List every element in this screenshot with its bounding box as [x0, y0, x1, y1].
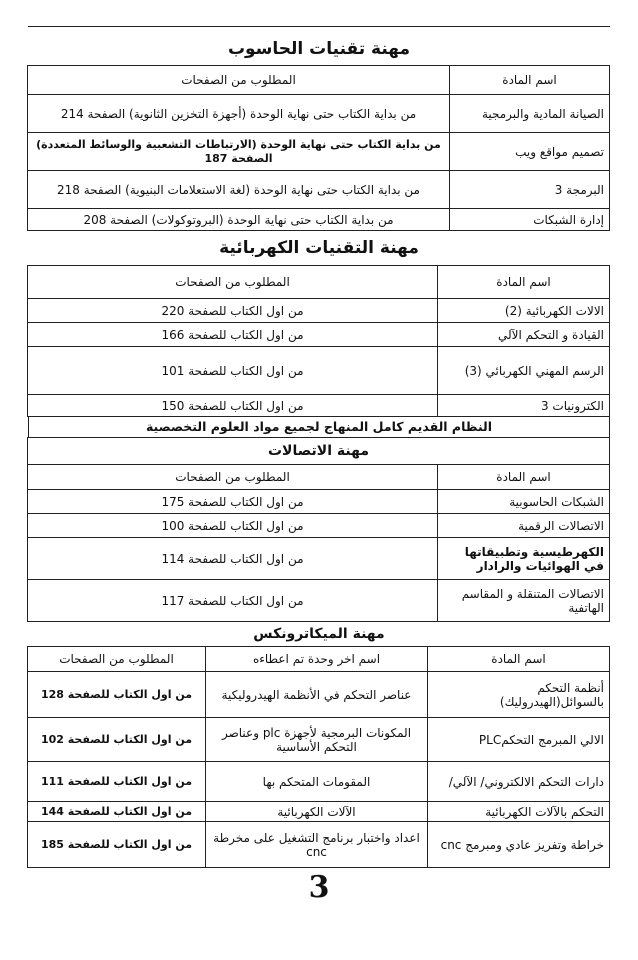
required-header: المطلوب من الصفحات	[28, 66, 450, 95]
subject-cell: الكترونيات 3	[438, 395, 610, 417]
table-row	[28, 822, 610, 868]
required-cell: من اول الكتاب للصفحة 220	[28, 299, 438, 323]
table-row	[28, 672, 610, 718]
last-unit-cell: عناصر التحكم في الأنظمة الهيدروليكية	[206, 672, 428, 718]
table-header-row	[27, 465, 609, 490]
electrical-section-title: مهنة التقنيات الكهربائية	[219, 238, 419, 258]
computer-section-title: مهنة تقنيات الحاسوب	[227, 39, 411, 59]
required-cell: من بداية الكتاب حتى نهاية الوحدة (أجهزة التخزين الثانوية) الصفحة 214	[28, 95, 450, 133]
last-unit-header: اسم اخر وحدة تم اعطاءه	[206, 647, 428, 672]
last-unit-cell: اعداد واختبار برنامج التشغيل على مخرطة cnc	[206, 822, 428, 868]
table-row	[28, 299, 610, 323]
table-row	[28, 347, 610, 395]
required-cell: من اول الكتاب للصفحة 102	[28, 718, 206, 762]
required-cell: من اول الكتاب للصفحة 175	[27, 490, 437, 514]
subject-cell: الكهرطيسية وتطبيقاتها في الهوائيات والرادار	[438, 538, 610, 580]
page-number: 3	[308, 870, 330, 905]
last-unit-cell: المكونات البرمجية لأجهزة plc وعناصر التحكم الأساسية	[206, 718, 428, 762]
last-unit-cell: الآلات الكهربائية	[206, 802, 428, 822]
table-row	[28, 133, 610, 171]
mechatronics-table	[27, 646, 610, 868]
subject-cell: الشبكات الحاسوبية	[438, 490, 610, 514]
document-page	[28, 26, 610, 868]
subject-header: اسم المادة	[438, 465, 610, 490]
table-row	[27, 514, 609, 538]
required-cell: من اول الكتاب للصفحة 111	[28, 762, 206, 802]
last-unit-cell: المقومات المتحكم بها	[206, 762, 428, 802]
required-cell: من اول الكتاب للصفحة 100	[27, 514, 437, 538]
subject-header: اسم المادة	[428, 647, 610, 672]
mechatronics-section-title: مهنة الميكاترونكس	[253, 626, 385, 642]
required-cell: من بداية الكتاب حتى نهاية الوحدة (الارتباطات التشعبية والوسائط المتعددة) الصفحة 187	[28, 133, 450, 171]
required-cell: من اول الكتاب للصفحة 101	[28, 347, 438, 395]
subject-cell: الصيانة المادية والبرمجية	[450, 95, 610, 133]
subject-cell: التحكم بالآلات الكهربائية	[428, 802, 610, 822]
section-title-row	[27, 438, 609, 465]
table-row	[28, 209, 610, 231]
telecom-table	[27, 437, 610, 622]
required-cell: من اول الكتاب للصفحة 114	[27, 538, 437, 580]
top-rule	[28, 26, 610, 27]
subject-cell: الرسم المهني الكهربائي (3)	[438, 347, 610, 395]
table-header-row	[28, 266, 610, 299]
subject-cell: القيادة و التحكم الآلي	[438, 323, 610, 347]
table-row	[28, 395, 610, 417]
electrical-table	[27, 265, 610, 417]
table-row	[28, 323, 610, 347]
table-row	[28, 718, 610, 762]
table-row	[27, 490, 609, 514]
required-cell: من اول الكتاب للصفحة 144	[28, 802, 206, 822]
required-cell: من اول الكتاب للصفحة 117	[27, 580, 437, 622]
table-header-row	[28, 647, 610, 672]
telecom-section-title: مهنة الاتصالات	[27, 438, 609, 465]
required-cell: من اول الكتاب للصفحة 150	[28, 395, 438, 417]
subject-cell: تصميم مواقع ويب	[450, 133, 610, 171]
required-cell: من اول الكتاب للصفحة 185	[28, 822, 206, 868]
table-row	[28, 762, 610, 802]
table-row	[27, 580, 609, 622]
computer-table	[27, 65, 610, 231]
required-header: المطلوب من الصفحات	[27, 465, 437, 490]
subject-cell: أنظمة التحكم بالسوائل(الهيدروليك)	[428, 672, 610, 718]
subject-cell: دارات التحكم الالكتروني/ الآلي/	[428, 762, 610, 802]
subject-header: اسم المادة	[450, 66, 610, 95]
table-row	[27, 538, 609, 580]
subject-cell: إدارة الشبكات	[450, 209, 610, 231]
subject-cell: الالات الكهربائية (2)	[438, 299, 610, 323]
required-header: المطلوب من الصفحات	[28, 266, 438, 299]
subject-cell: الاتصالات المتنقلة و المقاسم الهاتفية	[438, 580, 610, 622]
subject-header: اسم المادة	[438, 266, 610, 299]
table-row	[28, 802, 610, 822]
required-cell: من بداية الكتاب حتى نهاية الوحدة (لغة الاستعلامات البنيوية) الصفحة 218	[28, 171, 450, 209]
table-header-row	[28, 66, 610, 95]
subject-cell: الالي المبرمج التحكمPLC	[428, 718, 610, 762]
required-cell: من اول الكتاب للصفحة 166	[28, 323, 438, 347]
old-system-note: النظام القديم كامل المنهاج لجميع مواد العلوم التخصصية	[28, 417, 610, 437]
required-cell: من اول الكتاب للصفحة 128	[28, 672, 206, 718]
required-header: المطلوب من الصفحات	[28, 647, 206, 672]
table-row	[28, 171, 610, 209]
subject-cell: البرمجة 3	[450, 171, 610, 209]
subject-cell: الاتصالات الرقمية	[438, 514, 610, 538]
table-row	[28, 95, 610, 133]
required-cell: من بداية الكتاب حتى نهاية الوحدة (البروتوكولات) الصفحة 208	[28, 209, 450, 231]
subject-cell: خراطة وتفريز عادي ومبرمج cnc	[428, 822, 610, 868]
